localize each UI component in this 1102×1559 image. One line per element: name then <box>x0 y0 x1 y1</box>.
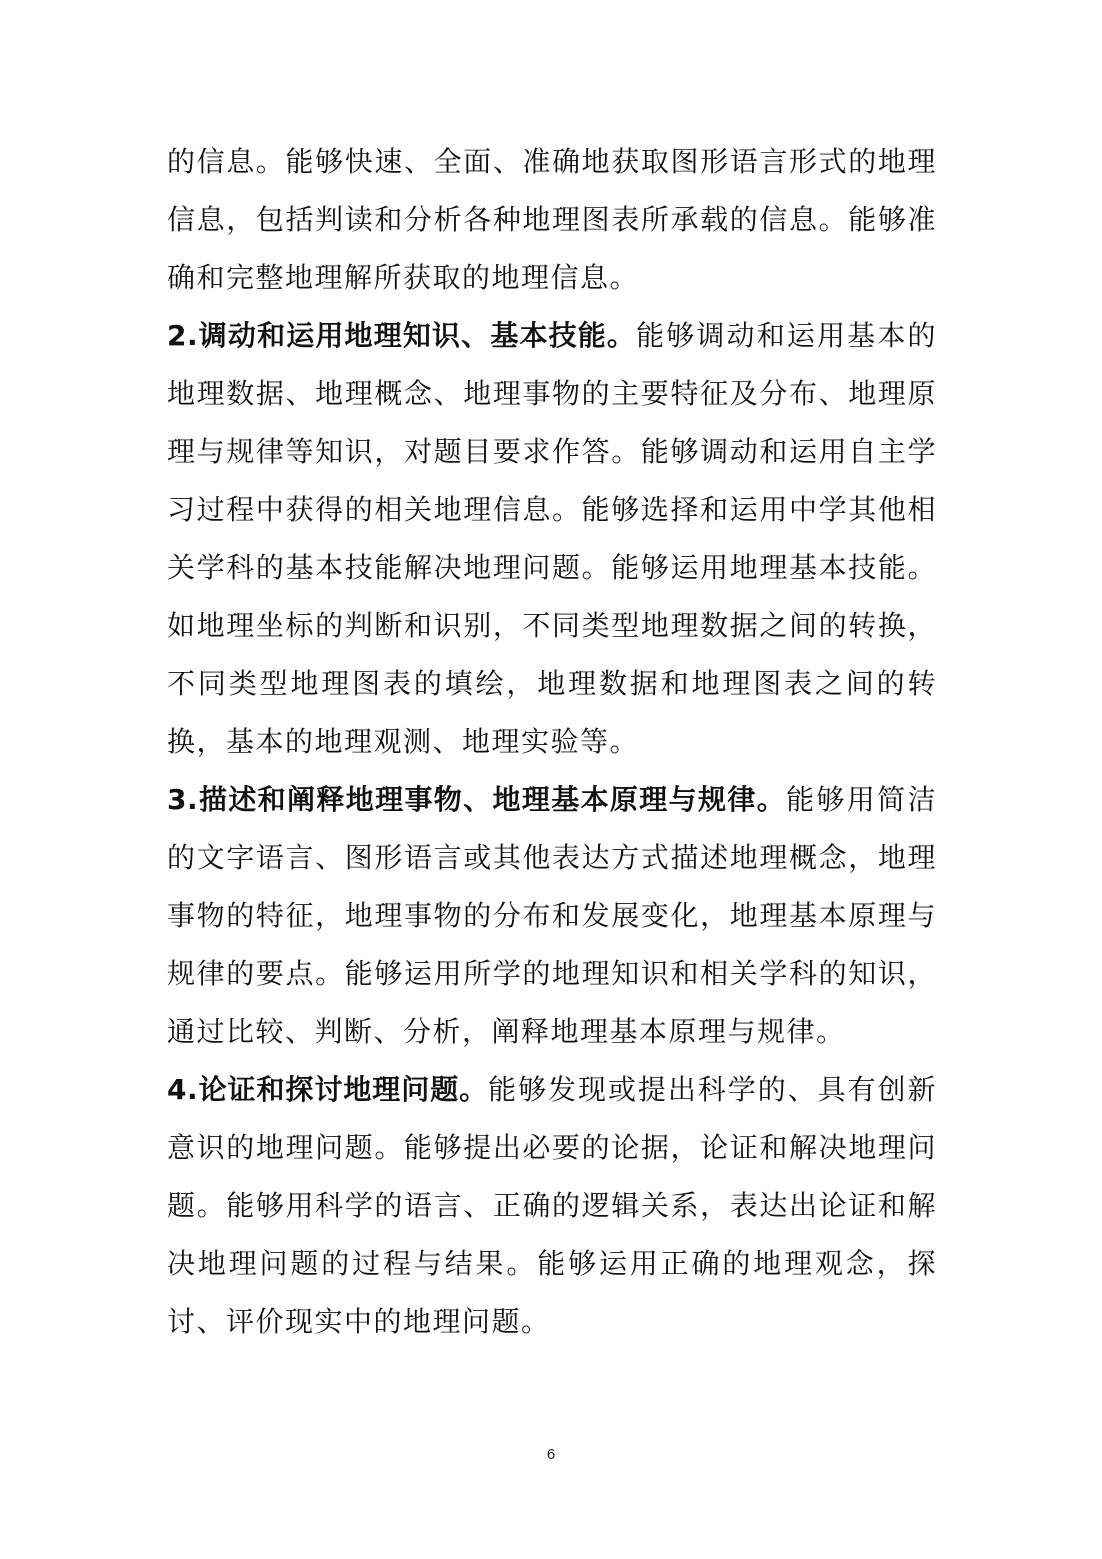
paragraph-text: 能够用简洁的文字语言、图形语言或其他表达方式描述地理概念，地理事物的特征，地理事物的分布和发展变化，地理基本原理与规律的要点。能够运用所学的地理知识和相关学科的知识，通过比较、判断、分析，阐释地理基本原理与规律。 <box>167 783 937 1048</box>
page-number: 6 <box>546 1446 556 1463</box>
section-heading: 3.描述和阐释地理事物、地理基本原理与规律。 <box>167 783 787 816</box>
document-body <box>167 133 937 1351</box>
section-heading: 4.论证和探讨地理问题。 <box>167 1073 489 1106</box>
paragraph-ability-4 <box>167 1061 937 1351</box>
paragraph-ability-3 <box>167 771 937 1061</box>
paragraph-text: 能够调动和运用基本的地理数据、地理概念、地理事物的主要特征及分布、地理原理与规律等知识，对题目要求作答。能够调动和运用自主学习过程中获得的相关地理信息。能够选择和运用中学其他相关学科的基本技能解决地理问题。能够运用地理基本技能。如地理坐标的判断和识别，不同类型地理数据之间的转换，不同类型地理图表的填绘，地理数据和地理图表之间的转换，基本的地理观测、地理实验等。 <box>167 319 937 758</box>
paragraph-text: 的信息。能够快速、全面、准确地获取图形语言形式的地理信息，包括判读和分析各种地理图表所承载的信息。能够准确和完整地理解所获取的地理信息。 <box>167 145 937 294</box>
section-heading: 2.调动和运用地理知识、基本技能。 <box>167 319 637 352</box>
paragraph-text: 能够发现或提出科学的、具有创新意识的地理问题。能够提出必要的论据，论证和解决地理问题。能够用科学的语言、正确的逻辑关系，表达出论证和解决地理问题的过程与结果。能够运用正确的地理观念，探讨、评价现实中的地理问题。 <box>167 1073 937 1338</box>
paragraph-continuation <box>167 133 937 307</box>
paragraph-ability-2 <box>167 307 937 771</box>
